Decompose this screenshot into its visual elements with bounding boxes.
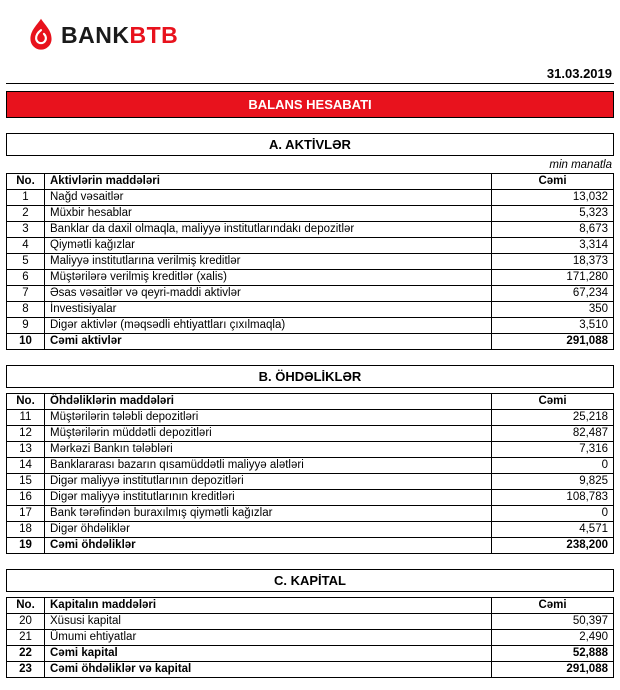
table-row <box>7 522 614 538</box>
row-no: 23 <box>7 662 45 678</box>
row-value: 108,783 <box>492 490 614 506</box>
row-no: 17 <box>7 506 45 522</box>
row-value: 3,314 <box>492 238 614 254</box>
col-header-no: No. <box>7 174 45 190</box>
table-row <box>7 506 614 522</box>
row-value: 4,571 <box>492 522 614 538</box>
row-label: Maliyyə institutlarına verilmiş kreditlər <box>45 254 492 270</box>
row-value: 291,088 <box>492 662 614 678</box>
table-row <box>7 238 614 254</box>
row-label: Cəmi aktivlər <box>45 334 492 350</box>
row-value: 67,234 <box>492 286 614 302</box>
row-value: 2,490 <box>492 630 614 646</box>
row-label: Banklararası bazarın qısamüddətli maliyyə alətləri <box>45 458 492 474</box>
row-no: 4 <box>7 238 45 254</box>
row-label: Əsas vəsaitlər və qeyri-maddi aktivlər <box>45 286 492 302</box>
row-value: 13,032 <box>492 190 614 206</box>
table-row-total-liabilities-and-capital <box>7 662 614 678</box>
row-label: İnvestisiyalar <box>45 302 492 318</box>
liabilities-table <box>6 393 614 554</box>
table-row <box>7 490 614 506</box>
row-label: Qiymətli kağızlar <box>45 238 492 254</box>
row-label: Digər maliyyə institutlarının depozitləri <box>45 474 492 490</box>
row-label: Banklar da daxil olmaqla, maliyyə institutlarındakı depozitlər <box>45 222 492 238</box>
row-value: 238,200 <box>492 538 614 554</box>
row-value: 52,888 <box>492 646 614 662</box>
row-no: 11 <box>7 410 45 426</box>
col-header-items: Aktivlərin maddələri <box>45 174 492 190</box>
col-header-total: Cəmi <box>492 598 614 614</box>
row-no: 15 <box>7 474 45 490</box>
table-row <box>7 410 614 426</box>
row-value: 7,316 <box>492 442 614 458</box>
col-header-items: Öhdəliklərin maddələri <box>45 394 492 410</box>
row-no: 19 <box>7 538 45 554</box>
capital-table <box>6 597 614 678</box>
row-value: 82,487 <box>492 426 614 442</box>
row-no: 18 <box>7 522 45 538</box>
row-no: 16 <box>7 490 45 506</box>
row-no: 8 <box>7 302 45 318</box>
row-no: 21 <box>7 630 45 646</box>
row-label: Müxbir hesablar <box>45 206 492 222</box>
table-row <box>7 254 614 270</box>
row-no: 22 <box>7 646 45 662</box>
row-no: 7 <box>7 286 45 302</box>
liabilities-table-header-row <box>7 394 614 410</box>
row-value: 50,397 <box>492 614 614 630</box>
row-label: Cəmi öhdəliklər və kapital <box>45 662 492 678</box>
row-value: 0 <box>492 506 614 522</box>
brand-text-bank: BANK <box>61 21 130 48</box>
brand-logo <box>28 14 614 56</box>
table-row <box>7 222 614 238</box>
section-c-header: C. KAPİTAL <box>6 569 614 592</box>
section-a-header: A. AKTİVLƏR <box>6 133 614 156</box>
row-value: 350 <box>492 302 614 318</box>
row-label: Digər aktivlər (məqsədli ehtiyattları çıxılmaqla) <box>45 318 492 334</box>
row-value: 18,373 <box>492 254 614 270</box>
table-row <box>7 270 614 286</box>
unit-note: min manatla <box>549 159 612 171</box>
table-row <box>7 426 614 442</box>
table-row <box>7 286 614 302</box>
row-label: Bank tərəfindən buraxılmış qiymətli kağızlar <box>45 506 492 522</box>
row-no: 9 <box>7 318 45 334</box>
row-label: Digər öhdəliklər <box>45 522 492 538</box>
row-value: 291,088 <box>492 334 614 350</box>
row-no: 1 <box>7 190 45 206</box>
table-row-total-assets <box>7 334 614 350</box>
row-label: Xüsusi kapital <box>45 614 492 630</box>
table-row <box>7 614 614 630</box>
col-header-total: Cəmi <box>492 174 614 190</box>
row-no: 2 <box>7 206 45 222</box>
table-row <box>7 630 614 646</box>
col-header-no: No. <box>7 394 45 410</box>
row-no: 14 <box>7 458 45 474</box>
row-value: 8,673 <box>492 222 614 238</box>
capital-table-header-row <box>7 598 614 614</box>
row-label: Müştərilərə verilmiş kreditlər (xalis) <box>45 270 492 286</box>
table-row <box>7 318 614 334</box>
table-row <box>7 302 614 318</box>
row-label: Müştərilərin tələbli depozitləri <box>45 410 492 426</box>
section-b-header: B. ÖHDƏLİKLƏR <box>6 365 614 388</box>
row-value: 25,218 <box>492 410 614 426</box>
row-no: 6 <box>7 270 45 286</box>
col-header-total: Cəmi <box>492 394 614 410</box>
row-label: Nağd vəsaitlər <box>45 190 492 206</box>
brand-wordmark <box>61 22 178 49</box>
report-title-banner: BALANS HESABATI <box>6 91 614 118</box>
row-no: 10 <box>7 334 45 350</box>
row-no: 12 <box>7 426 45 442</box>
row-value: 3,510 <box>492 318 614 334</box>
row-no: 5 <box>7 254 45 270</box>
table-row <box>7 442 614 458</box>
row-label: Cəmi öhdəliklər <box>45 538 492 554</box>
row-label: Digər maliyyə institutlarının kreditləri <box>45 490 492 506</box>
table-row <box>7 474 614 490</box>
row-label: Cəmi kapital <box>45 646 492 662</box>
table-row <box>7 190 614 206</box>
row-no: 20 <box>7 614 45 630</box>
row-value: 171,280 <box>492 270 614 286</box>
row-value: 0 <box>492 458 614 474</box>
btb-flame-icon <box>28 17 54 53</box>
col-header-no: No. <box>7 598 45 614</box>
row-no: 13 <box>7 442 45 458</box>
row-label: Mərkəzi Bankın tələbləri <box>45 442 492 458</box>
row-label: Müştərilərin müddətli depozitləri <box>45 426 492 442</box>
col-header-items: Kapitalın maddələri <box>45 598 492 614</box>
table-row <box>7 206 614 222</box>
report-date: 31.03.2019 <box>546 66 612 81</box>
table-row-total-capital <box>7 646 614 662</box>
assets-table-header-row <box>7 174 614 190</box>
row-no: 3 <box>7 222 45 238</box>
header-divider <box>6 83 614 84</box>
row-value: 5,323 <box>492 206 614 222</box>
row-value: 9,825 <box>492 474 614 490</box>
assets-table <box>6 173 614 350</box>
brand-text-btb: BTB <box>129 21 179 48</box>
row-label: Ümumi ehtiyatlar <box>45 630 492 646</box>
table-row-total-liabilities <box>7 538 614 554</box>
table-row <box>7 458 614 474</box>
